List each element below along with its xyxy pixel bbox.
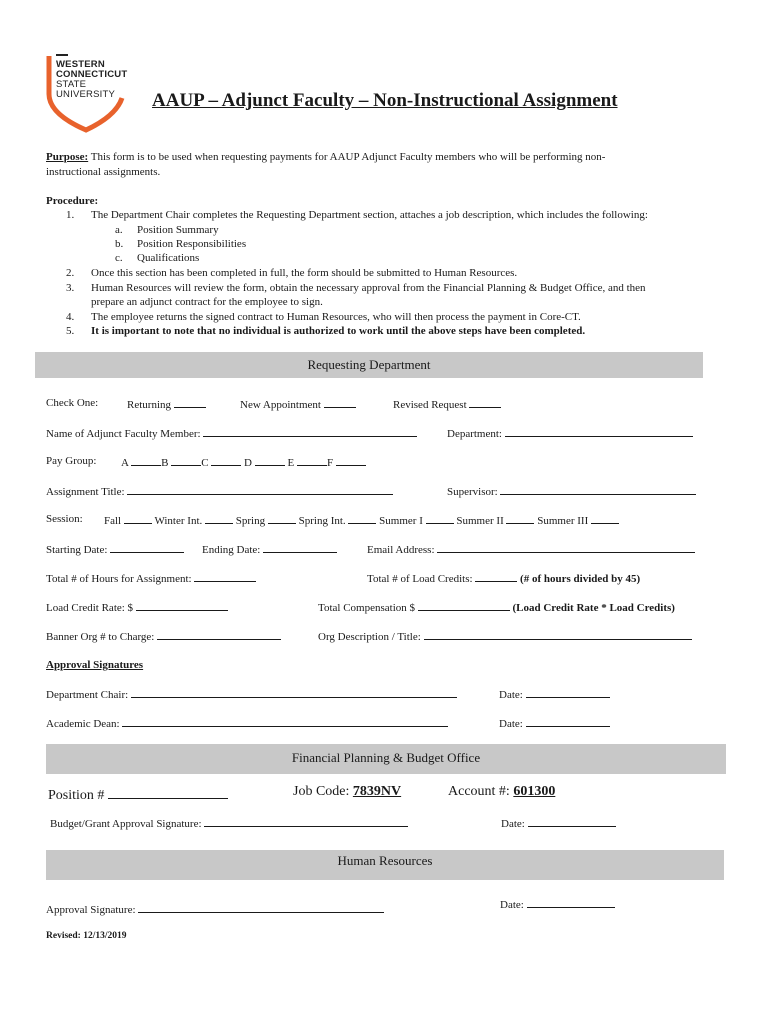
org-desc-row	[318, 629, 692, 643]
pay-group-e-label: E	[287, 457, 295, 469]
total-hours-label: Total # of Hours for Assignment:	[46, 573, 192, 585]
department-row	[447, 426, 693, 440]
pay-group-d-label: D	[244, 457, 252, 469]
sub-letter: a.	[115, 224, 123, 236]
step-number: 3.	[66, 282, 75, 294]
step-text-cont: prepare an adjunct contract for the employee to sign.	[91, 296, 323, 308]
assignment-title-row	[46, 484, 393, 498]
job-code-value: 7839NV	[352, 784, 402, 799]
starting-date-label: Starting Date:	[46, 544, 108, 556]
assignment-title-field[interactable]	[127, 484, 393, 495]
position-row	[48, 786, 228, 804]
sub-letter: b.	[115, 238, 124, 250]
org-desc-field[interactable]	[424, 629, 692, 640]
total-credits-field[interactable]	[475, 571, 517, 582]
total-comp-row	[318, 600, 675, 614]
hr-approval-signature-field[interactable]	[138, 902, 384, 913]
session-fall-field[interactable]	[124, 513, 152, 524]
load-rate-field[interactable]	[136, 600, 228, 611]
supervisor-label: Supervisor:	[447, 486, 498, 498]
email-row	[367, 542, 695, 556]
email-label: Email Address:	[367, 544, 435, 556]
pay-group-b-field[interactable]	[171, 455, 201, 466]
total-comp-field[interactable]	[418, 600, 510, 611]
session-spring-field[interactable]	[268, 513, 296, 524]
session-summer3-field[interactable]	[591, 513, 619, 524]
hr-approval-label: Approval Signature:	[46, 904, 136, 916]
assignment-title-label: Assignment Title:	[46, 486, 125, 498]
date-label: Date:	[501, 818, 525, 830]
budget-date-row	[501, 816, 616, 830]
revised-request-field[interactable]	[469, 397, 501, 408]
academic-dean-row	[46, 716, 448, 730]
sub-letter: c.	[115, 252, 123, 264]
total-hours-field[interactable]	[194, 571, 256, 582]
step-number: 4.	[66, 311, 75, 323]
pay-group-label: Pay Group:	[46, 455, 97, 467]
pay-group-e-field[interactable]	[297, 455, 327, 466]
sub-text: Position Summary	[137, 224, 219, 236]
academic-dean-date-row	[499, 716, 610, 730]
sub-text: Qualifications	[137, 252, 200, 264]
step-number: 1.	[66, 209, 75, 221]
email-field[interactable]	[437, 542, 695, 553]
session-winter-field[interactable]	[205, 513, 233, 524]
pay-group-options	[121, 455, 366, 469]
session-fall-label: Fall	[104, 515, 122, 527]
date-label: Date:	[500, 899, 524, 911]
step-number: 5.	[66, 325, 75, 337]
revised-request-option[interactable]	[393, 397, 501, 411]
session-summer2-label: Summer II	[456, 515, 504, 527]
pay-group-f-field[interactable]	[336, 455, 366, 466]
department-field[interactable]	[505, 426, 693, 437]
dept-chair-date-row	[499, 687, 610, 701]
pay-group-a-field[interactable]	[131, 455, 161, 466]
procedure-label: Procedure:	[46, 195, 99, 207]
job-code-row	[293, 784, 401, 800]
purpose-label: Purpose:	[46, 151, 89, 163]
total-credits-row	[367, 571, 640, 585]
step-number: 2.	[66, 267, 75, 279]
session-spring-int-label: Spring Int.	[298, 515, 346, 527]
sub-text: Position Responsibilities	[137, 238, 247, 250]
returning-label: Returning	[127, 399, 171, 411]
section-title: Requesting Department	[307, 357, 431, 372]
step-text: Once this section has been completed in full, the form should be submitted to Human Resources.	[91, 267, 518, 279]
check-one-label: Check One:	[46, 397, 99, 409]
returning-field[interactable]	[174, 397, 206, 408]
date-label: Date:	[499, 718, 523, 730]
section-title: Financial Planning & Budget Office	[291, 750, 481, 765]
session-summer1-field[interactable]	[426, 513, 454, 524]
session-spring-label: Spring	[235, 515, 266, 527]
step-text: The employee returns the signed contract to Human Resources, who will then process the payment in Core-CT.	[91, 311, 581, 323]
academic-dean-signature-field[interactable]	[122, 716, 448, 727]
revised-date: Revised: 12/13/2019	[46, 931, 127, 941]
new-appointment-option[interactable]	[240, 397, 356, 411]
total-hours-row	[46, 571, 256, 585]
supervisor-field[interactable]	[500, 484, 696, 495]
purpose-line-1	[46, 151, 605, 163]
total-comp-label: Total Compensation $	[318, 602, 415, 614]
pay-group-a-label: A	[121, 457, 129, 469]
session-label: Session:	[46, 513, 83, 525]
pay-group-d-field[interactable]	[255, 455, 285, 466]
pay-group-f-label: F	[326, 457, 334, 469]
purpose-text-cont: instructional assignments.	[46, 166, 161, 178]
load-rate-label: Load Credit Rate: $	[46, 602, 134, 614]
hr-date-row	[500, 897, 615, 911]
session-options	[104, 513, 619, 527]
total-credits-label: Total # of Load Credits:	[367, 573, 473, 585]
session-winter-label: Winter Int.	[154, 515, 203, 527]
returning-option[interactable]	[127, 397, 206, 411]
credits-note: (# of hours divided by 45)	[520, 573, 641, 585]
budget-date-field[interactable]	[528, 816, 616, 827]
account-row	[448, 784, 555, 800]
new-appointment-label: New Appointment	[240, 399, 321, 411]
pay-group-c-label: C	[201, 457, 209, 469]
human-resources-header	[46, 850, 724, 880]
budget-sig-label: Budget/Grant Approval Signature:	[50, 818, 202, 830]
position-field[interactable]	[108, 786, 228, 799]
dept-chair-row	[46, 687, 457, 701]
comp-note: (Load Credit Rate * Load Credits)	[512, 602, 675, 614]
academic-dean-date-field[interactable]	[526, 716, 610, 727]
dept-chair-date-field[interactable]	[526, 687, 610, 698]
load-rate-row	[46, 600, 228, 614]
dept-chair-label: Department Chair:	[46, 689, 129, 701]
ending-date-label: Ending Date:	[202, 544, 261, 556]
adjunct-name-label: Name of Adjunct Faculty Member:	[46, 428, 201, 440]
session-summer2-field[interactable]	[506, 513, 534, 524]
step-text-important: It is important to note that no individual is authorized to work until the above steps have been completed.	[91, 325, 586, 337]
step-text: Human Resources will review the form, obtain the necessary approval from the Financial Planning & Budget Office, and then	[91, 282, 646, 294]
ending-date-field[interactable]	[263, 542, 337, 553]
logo-wordmark: WESTERN CONNECTICUT STATE UNIVERSITY	[56, 59, 128, 100]
adjunct-name-row	[46, 426, 417, 440]
account-value: 601300	[513, 784, 556, 799]
section-title: Human Resources	[337, 853, 433, 868]
hr-approval-row	[46, 902, 384, 916]
pay-group-b-label: B	[161, 457, 169, 469]
session-summer1-label: Summer I	[379, 515, 423, 527]
hr-date-field[interactable]	[527, 897, 615, 908]
academic-dean-label: Academic Dean:	[46, 718, 120, 730]
purpose-text: This form is to be used when requesting payments for AAUP Adjunct Faculty members who will be performing non-	[90, 151, 606, 163]
date-label: Date:	[499, 689, 523, 701]
adjunct-name-field[interactable]	[203, 426, 417, 437]
banner-org-label: Banner Org # to Charge:	[46, 631, 155, 643]
banner-org-row	[46, 629, 281, 643]
job-code-label: Job Code:	[293, 784, 350, 799]
ending-date-row	[202, 542, 337, 556]
page-title: AAUP – Adjunct Faculty – Non-Instructional Assignment	[152, 90, 618, 111]
approval-signatures-heading: Approval Signatures	[46, 659, 144, 671]
new-appointment-field[interactable]	[324, 397, 356, 408]
session-summer3-label: Summer III	[537, 515, 589, 527]
revised-request-label: Revised Request	[393, 399, 467, 411]
fpbo-header	[46, 744, 726, 774]
org-desc-label: Org Description / Title:	[318, 631, 421, 643]
requesting-department-header	[35, 352, 703, 378]
banner-org-field[interactable]	[157, 629, 281, 640]
position-label: Position #	[48, 788, 105, 803]
budget-sig-field[interactable]	[204, 816, 408, 827]
account-label: Account #:	[448, 784, 510, 799]
step-text: The Department Chair completes the Requesting Department section, attaches a job description, which includes the following:	[91, 209, 648, 221]
starting-date-row	[46, 542, 184, 556]
department-label: Department:	[447, 428, 502, 440]
dept-chair-signature-field[interactable]	[131, 687, 457, 698]
session-spring-int-field[interactable]	[348, 513, 376, 524]
starting-date-field[interactable]	[110, 542, 184, 553]
budget-sig-row	[50, 816, 408, 830]
supervisor-row	[447, 484, 696, 498]
pay-group-c-field[interactable]	[211, 455, 241, 466]
